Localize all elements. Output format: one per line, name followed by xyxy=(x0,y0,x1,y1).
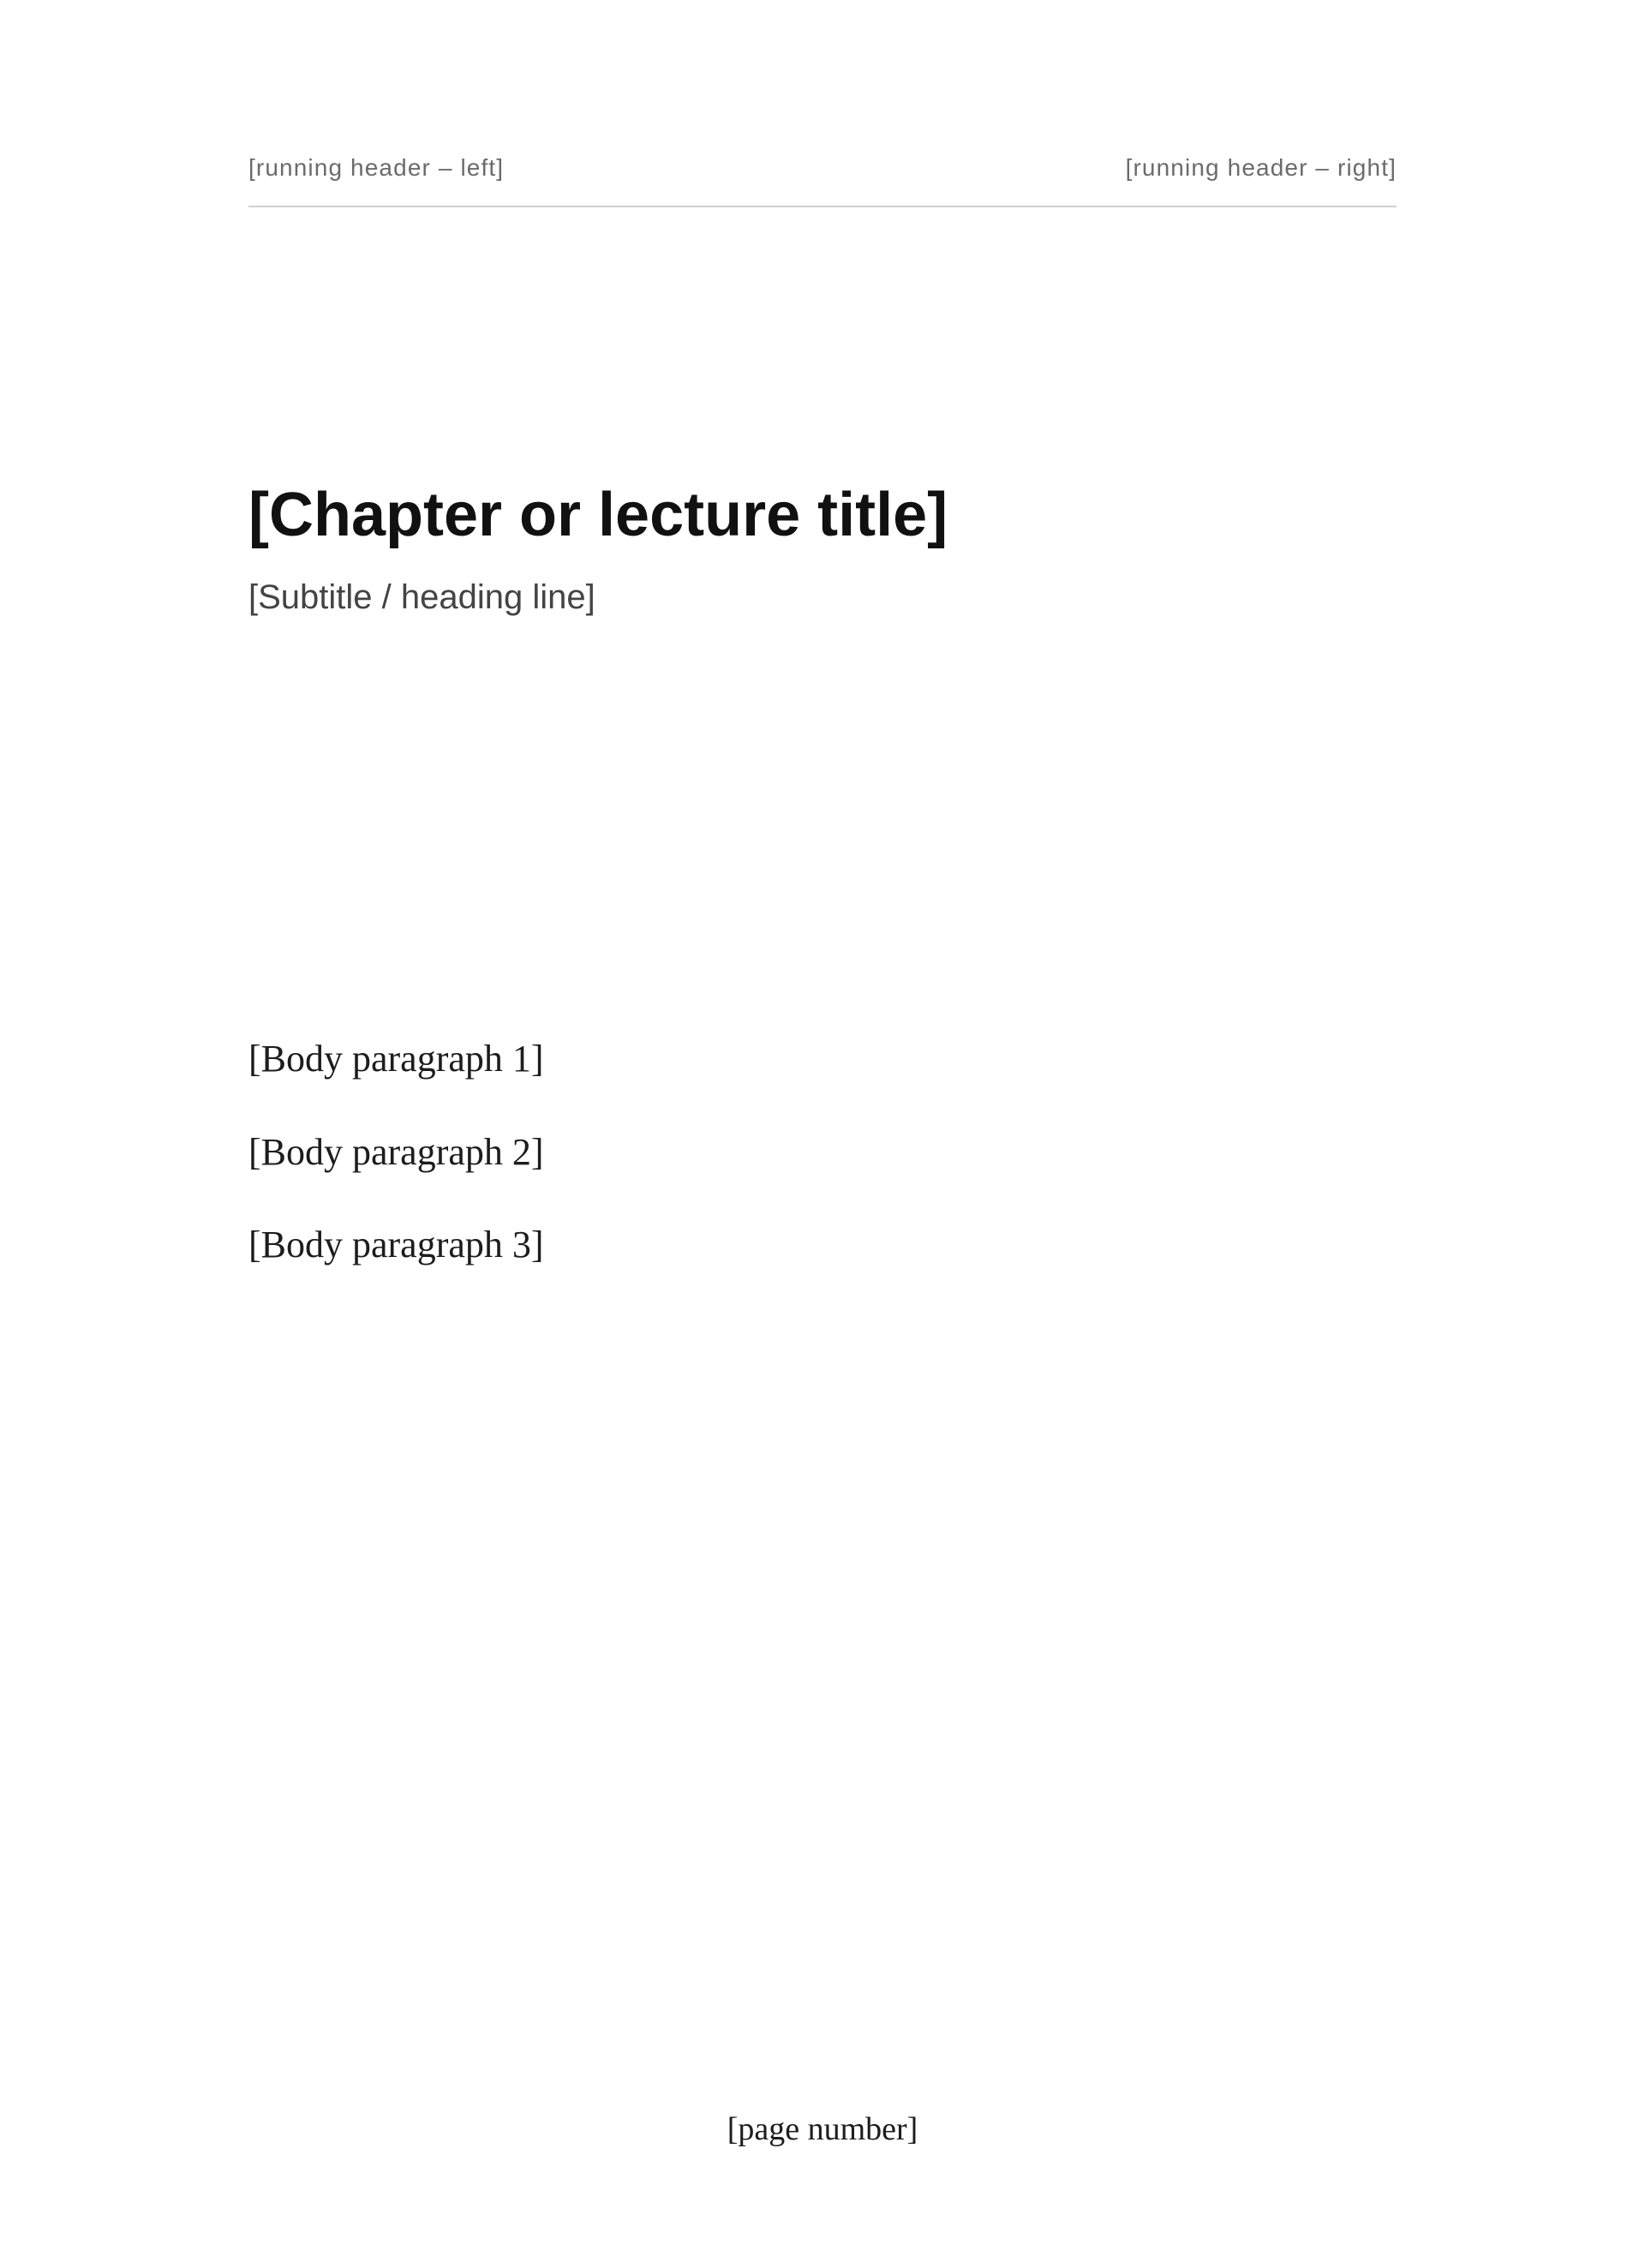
body-paragraph: [Body paragraph 2] xyxy=(248,1130,544,1173)
title-block xyxy=(248,480,1397,619)
page-title: [Chapter or lecture title] xyxy=(248,481,948,549)
body-text xyxy=(248,1028,1397,1308)
body-paragraph: [Body paragraph 3] xyxy=(248,1224,544,1266)
page-footer xyxy=(0,2110,1645,2148)
page-subtitle: [Subtitle / heading line] xyxy=(248,577,595,616)
page-number: [page number] xyxy=(727,2111,918,2147)
running-header-right: [running header – right] xyxy=(1125,154,1397,181)
body-paragraph: [Body paragraph 1] xyxy=(248,1038,544,1080)
header-divider xyxy=(248,206,1397,207)
running-header xyxy=(248,154,1397,182)
running-header-left: [running header – left] xyxy=(248,154,505,181)
